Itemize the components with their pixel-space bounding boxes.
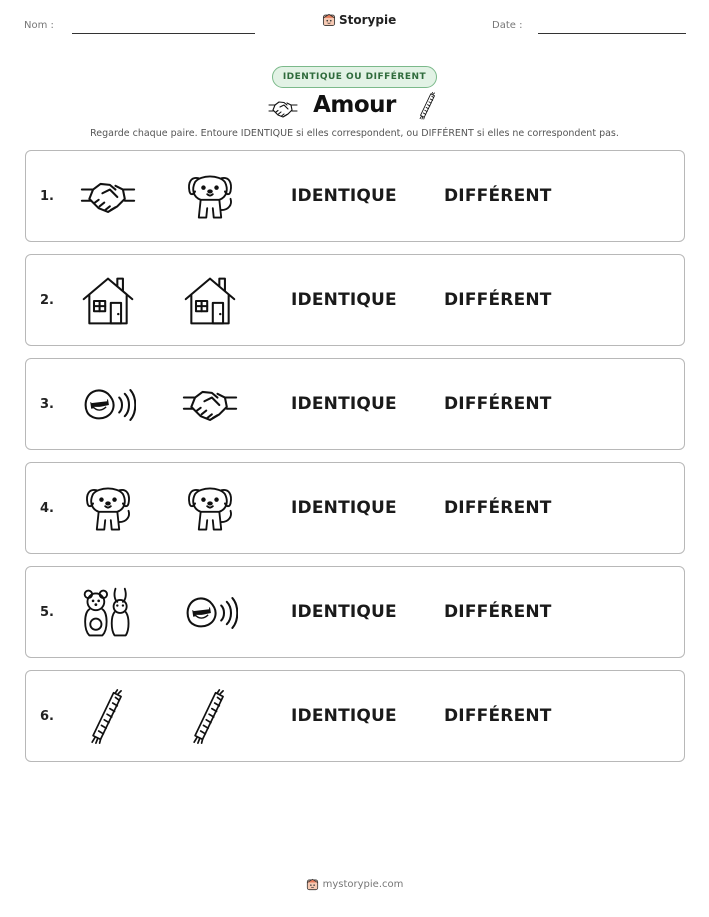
name-line[interactable] [72, 33, 255, 34]
question-row [25, 254, 685, 346]
puppy-icon [182, 169, 238, 225]
option-identique[interactable]: IDENTIQUE [291, 290, 397, 310]
date-label: Date : [492, 20, 523, 31]
rope-icon [414, 91, 442, 121]
brand-name: Storypie [339, 13, 397, 27]
option-identique[interactable]: IDENTIQUE [291, 602, 397, 622]
house-icon [80, 273, 136, 329]
option-different[interactable]: DIFFÉRENT [444, 498, 552, 518]
option-identique[interactable]: IDENTIQUE [291, 706, 397, 726]
footer-site: mystorypie.com [322, 879, 404, 890]
option-different[interactable]: DIFFÉRENT [444, 186, 552, 206]
rope-icon [80, 689, 136, 745]
question-list [25, 150, 685, 774]
question-row [25, 670, 685, 762]
question-number: 5. [40, 605, 54, 620]
footer [0, 878, 709, 891]
puppy-icon [80, 481, 136, 537]
teddy-bear-bunny-icon [80, 585, 136, 641]
question-number: 4. [40, 501, 54, 516]
question-row [25, 566, 685, 658]
storypie-logo-icon [306, 878, 319, 891]
house-icon [182, 273, 238, 329]
question-row [25, 150, 685, 242]
question-number: 3. [40, 397, 54, 412]
option-identique[interactable]: IDENTIQUE [291, 394, 397, 414]
option-identique[interactable]: IDENTIQUE [291, 498, 397, 518]
speaking-mouth-icon [80, 377, 136, 433]
name-label: Nom : [24, 20, 54, 31]
question-number: 6. [40, 709, 54, 724]
option-different[interactable]: DIFFÉRENT [444, 290, 552, 310]
option-identique[interactable]: IDENTIQUE [291, 186, 397, 206]
option-different[interactable]: DIFFÉRENT [444, 602, 552, 622]
brand [322, 13, 396, 27]
rope-icon [182, 689, 238, 745]
worksheet-type-badge: IDENTIQUE OU DIFFÉRENT [272, 66, 437, 88]
puppy-icon [182, 481, 238, 537]
question-row [25, 358, 685, 450]
worksheet-header [0, 0, 709, 50]
question-row [25, 462, 685, 554]
speaking-mouth-icon [182, 585, 238, 641]
question-number: 1. [40, 189, 54, 204]
handshake-icon [80, 169, 136, 225]
option-different[interactable]: DIFFÉRENT [444, 394, 552, 414]
storypie-logo-icon [322, 13, 336, 27]
date-line[interactable] [538, 33, 686, 34]
question-number: 2. [40, 293, 54, 308]
handshake-icon [182, 377, 238, 433]
title-row [0, 90, 709, 124]
handshake-icon [268, 94, 298, 124]
option-different[interactable]: DIFFÉRENT [444, 706, 552, 726]
page-title: Amour [313, 92, 396, 118]
instructions: Regarde chaque paire. Entoure IDENTIQUE si elles correspondent, ou DIFFÉRENT si elles ne correspondent pas. [90, 128, 619, 139]
